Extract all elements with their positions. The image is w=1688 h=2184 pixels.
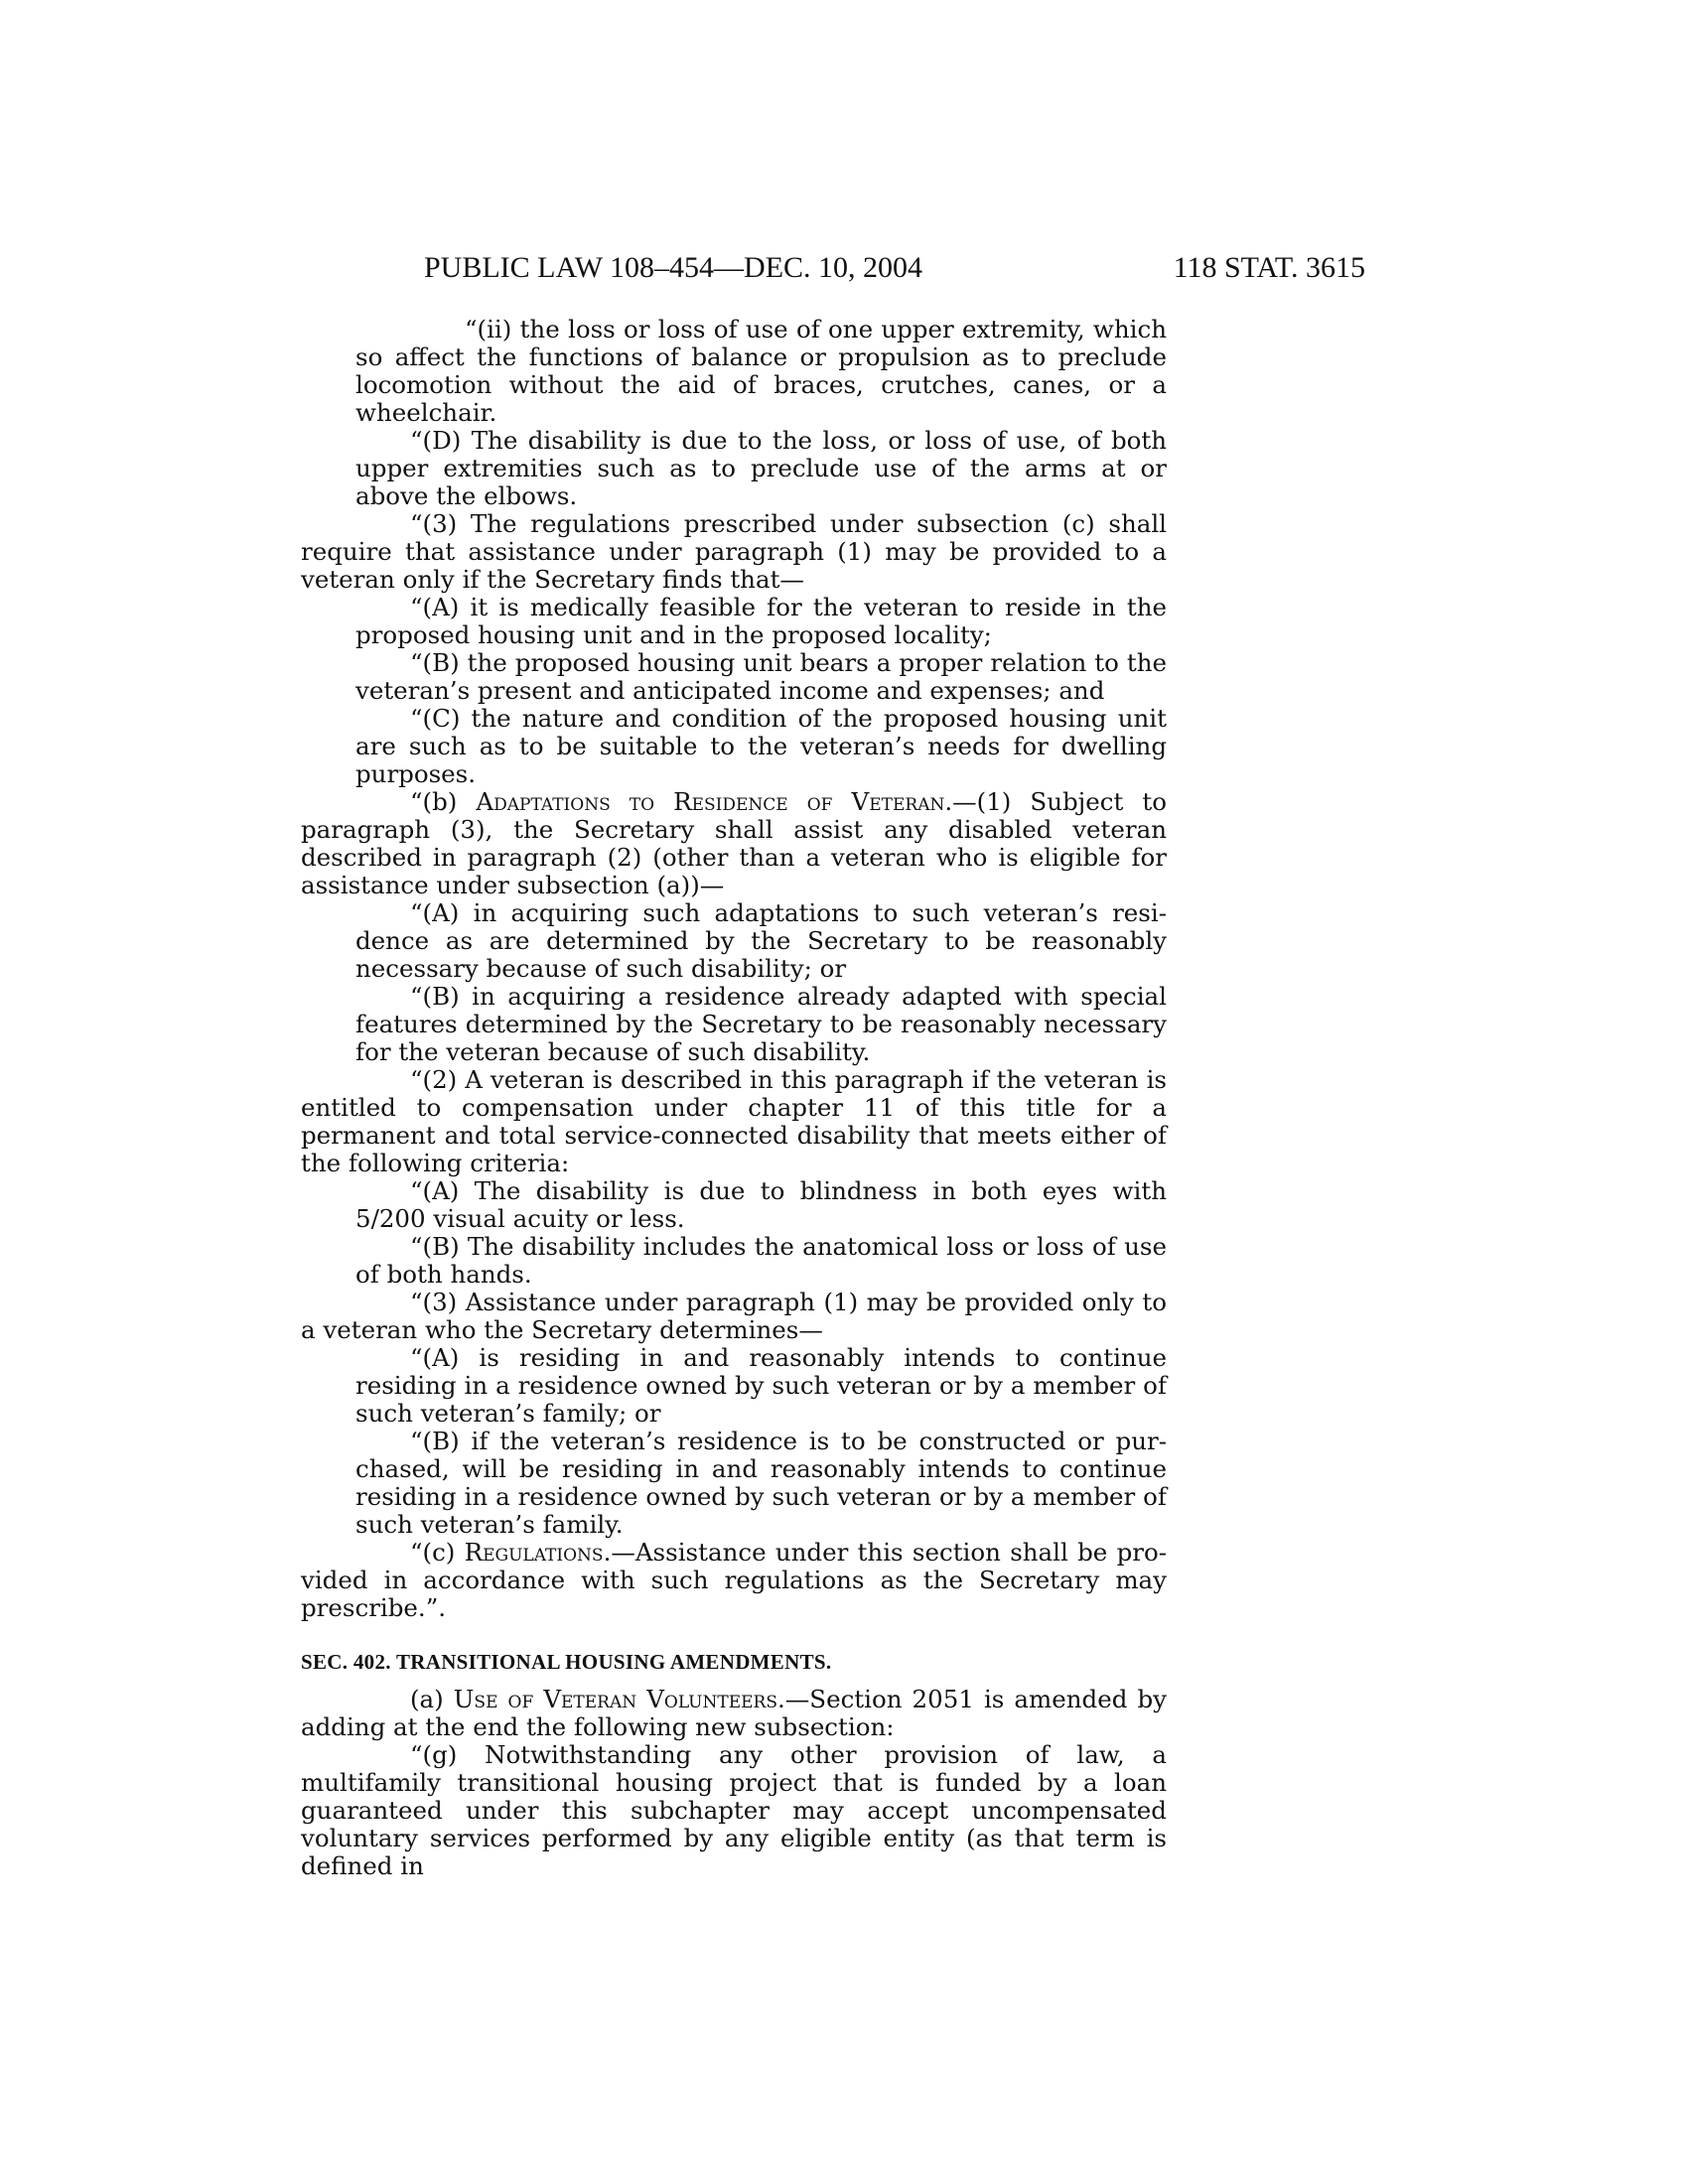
clause-ii: “(ii) the loss or loss of use of one upper extremity, which so affect the functions of balance or propulsion as to preclude locomotion without the aid of braces, crutches, canes, or a wheelchair.: [355, 315, 1167, 427]
subsection-b-adaptations: [301, 788, 1167, 899]
subsection-c-heading: Regulations: [464, 1538, 604, 1567]
running-title: PUBLIC LAW 108–454—DEC. 10, 2004: [424, 251, 923, 284]
subsection-c-regulations: [301, 1539, 1167, 1622]
paragraph-3: “(3) The regulations prescribed under subsection (c) shall require that assistance under paragraph (1) may be provided to a veteran only if the Secretary finds that—: [301, 509, 1167, 594]
paragraph-2-described: “(2) A veteran is described in this paragraph if the veteran is entitled to compensation under chapter 11 of this title for a permanent and total service-connected disability that meets either of the following criteria:: [301, 1065, 1167, 1177]
subparagraph-a-feasible: “(A) it is medically feasible for the veteran to reside in the proposed housing unit and in the proposed locality;: [355, 593, 1167, 649]
subparagraph-d: “(D) The disability is due to the loss, or loss of use, of both upper extremities such as to preclude use of the arms at or above the elbows.: [355, 426, 1167, 510]
document-body: [301, 316, 1167, 1880]
subparagraph-b-acquiring: “(B) in acquiring a residence already adapted with special features determined by the Secretary to be reasonably necessary for the veteran because of such disability.: [355, 982, 1167, 1066]
page-header: [298, 248, 1365, 288]
section-heading: SEC. 402. TRANSITIONAL HOUSING AMENDMENTS.: [301, 1650, 832, 1674]
subparagraph-b-hands: “(B) The disability includes the anatomical loss or loss of use of both hands.: [355, 1232, 1167, 1289]
subsection-a-volunteers: [301, 1686, 1167, 1741]
subsection-b-text: .—(1) Subject to paragraph (3), the Secretary shall assist any disabled veteran described in paragraph (2) (other than a veteran who is eligible for assistance under subsection (a))—: [301, 787, 1167, 899]
subsection-c-text: .—Assistance under this section shall be provided in accordance with such regulations as the Secretary may prescribe.”.: [301, 1538, 1167, 1622]
subsection-a-heading: Use of Veteran Volunteers: [453, 1685, 777, 1713]
subsection-a-text: .—Section 2051 is amended by adding at the end the following new subsection:: [301, 1685, 1167, 1741]
subparagraph-a-residing: “(A) is residing in and reasonably intends to continue residing in a residence owned by such veteran or by a member of such veteran’s family; or: [355, 1343, 1167, 1428]
subsection-a-lead: (a): [410, 1685, 454, 1713]
statute-page-number: 118 STAT. 3615: [1173, 251, 1365, 284]
paragraph-3-assistance: “(3) Assistance under paragraph (1) may be provided only to a veteran who the Secretary determines—: [301, 1288, 1167, 1344]
subparagraph-c-nature: “(C) the nature and condition of the proposed housing unit are such as to be suitable to the veteran’s needs for dwelling purposes.: [355, 704, 1167, 788]
subsection-b-lead: “(b): [410, 787, 477, 816]
subsection-c-lead: “(c): [410, 1538, 465, 1567]
subparagraph-a-acquiring: “(A) in acquiring such adaptations to such veteran’s residence as are determined by the Secretary to be reasonably necessary because of such disability; or: [355, 898, 1167, 983]
subparagraph-a-blindness: “(A) The disability is due to blindness in both eyes with 5/200 visual acuity or less.: [355, 1176, 1167, 1233]
subsection-b-heading: Adaptations to Residence of Veteran: [476, 787, 945, 816]
subparagraph-b-constructed: “(B) if the veteran’s residence is to be constructed or purchased, will be residing in and reasonably intends to continue residing in a residence owned by such veteran or by a member of such veteran’s family.: [355, 1427, 1167, 1539]
subparagraph-b-relation: “(B) the proposed housing unit bears a proper relation to the veteran’s present and anticipated income and expenses; and: [355, 648, 1167, 705]
subsection-g-text: “(g) Notwithstanding any other provision of law, a multifamily transitional housing project that is funded by a loan guaranteed under this subchapter may accept uncompensated voluntary services performed by any eligible entity (as that term is defined in: [301, 1740, 1167, 1880]
